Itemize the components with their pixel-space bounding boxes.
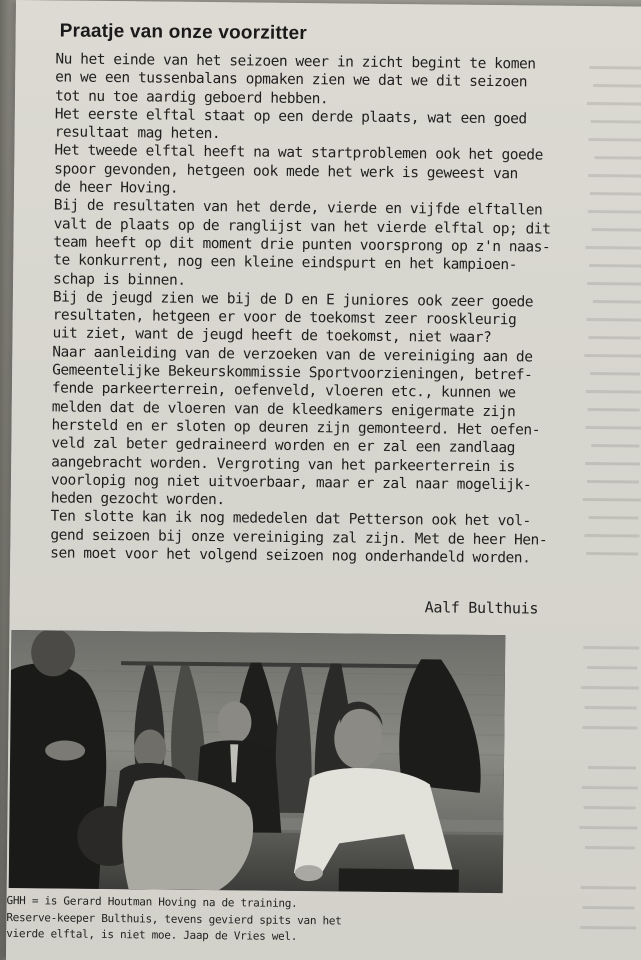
- body-line: Bij de jeugd zien we bij de D en E juniores ook zeer goede: [52, 289, 534, 311]
- photo-caption: [6, 893, 426, 947]
- magazine-page: [6, 0, 641, 960]
- body-line: valt de plaats op de ranglijst van het vierde elftal op; dit: [53, 216, 551, 238]
- author-signature: Aalf Bulthuis: [424, 598, 539, 618]
- body-line: resultaten, hetgeen er voor de toekomst zeer rooskleurig: [52, 307, 517, 329]
- body-line: team heeft op dit moment drie punten voorsprong op z'n naas-: [53, 234, 551, 256]
- body-line: spoor gevonden, hetgeen ook mede het werk is geweest van: [54, 161, 518, 183]
- article-body: [50, 50, 641, 568]
- body-line: Het tweede elftal heeft na wat startproblemen ook het goede: [54, 142, 543, 165]
- article-title: Praatje van onze voorzitter: [59, 20, 307, 45]
- body-line: resultaat mag heten.: [54, 124, 221, 143]
- caption-line: GHH = is Gerard Houtman Hoving na de training.: [6, 893, 298, 910]
- body-line: en we een tussenbalans opmaken zien we dat we dit seizoen: [55, 69, 528, 91]
- body-line: fende parkeerterrein, oefenveld, vloeren etc., kunnen we: [51, 380, 516, 402]
- body-line: de heer Hoving.: [53, 179, 179, 197]
- body-line: melden dat de vloeren van de kleedkamers enigermate zijn: [51, 399, 516, 420]
- team-photo: [9, 630, 506, 893]
- body-line: Ten slotte kan ik nog mededelen dat Petterson ook het vol-: [50, 508, 531, 530]
- body-line: te konkurrent, nog een kleine eindspurt en het kampioen-: [53, 252, 518, 274]
- body-line: schap is binnen.: [52, 270, 186, 289]
- body-line: Nu het einde van het seizoen weer in zicht begint te komen: [55, 51, 536, 73]
- body-line: uit ziet, want de jeugd heeft de toekomst, niet waar?: [52, 325, 492, 347]
- body-line: Naar aanleiding van de verzoeken van de vereiniging aan de: [52, 344, 533, 366]
- body-line: voorlopig nog niet uitvoerbaar, maar er zal naar mogelijk-: [50, 472, 532, 494]
- body-line: sen moet voor het volgend seizoen nog onderhandeld worden.: [50, 545, 531, 567]
- caption-line: Reserve-keeper Bulthuis, tevens gevierd spits van het: [6, 910, 342, 927]
- photo-illustration: [9, 630, 506, 893]
- body-line: tot nu toe aardig geboerd hebben.: [54, 88, 329, 107]
- body-line: Bij de resultaten van het derde, vierde en vijfde elftallen: [53, 197, 543, 219]
- body-line: gend seizoen bij onze vereiniging zal zijn. Met de heer Hen-: [50, 527, 548, 549]
- body-line: Het eerste elftal staat op een derde plaats, wat een goed: [54, 106, 527, 128]
- caption-line: vierde elftal, is niet moe. Jaap de Vries wel.: [6, 926, 298, 943]
- body-line: aangebracht worden. Vergroting van het parkeerterrein is: [51, 453, 515, 475]
- body-line: hersteld en er sloten op deuren zijn gemonteerd. Het oefen-: [51, 417, 541, 439]
- body-line: veld zal beter gedraineerd worden en er zal een zandlaag: [51, 435, 516, 457]
- body-line: Gemeentelijke Bekeurskommissie Sportvoorzieningen, betref-: [52, 362, 533, 384]
- body-line: heden gezocht worden.: [50, 490, 225, 509]
